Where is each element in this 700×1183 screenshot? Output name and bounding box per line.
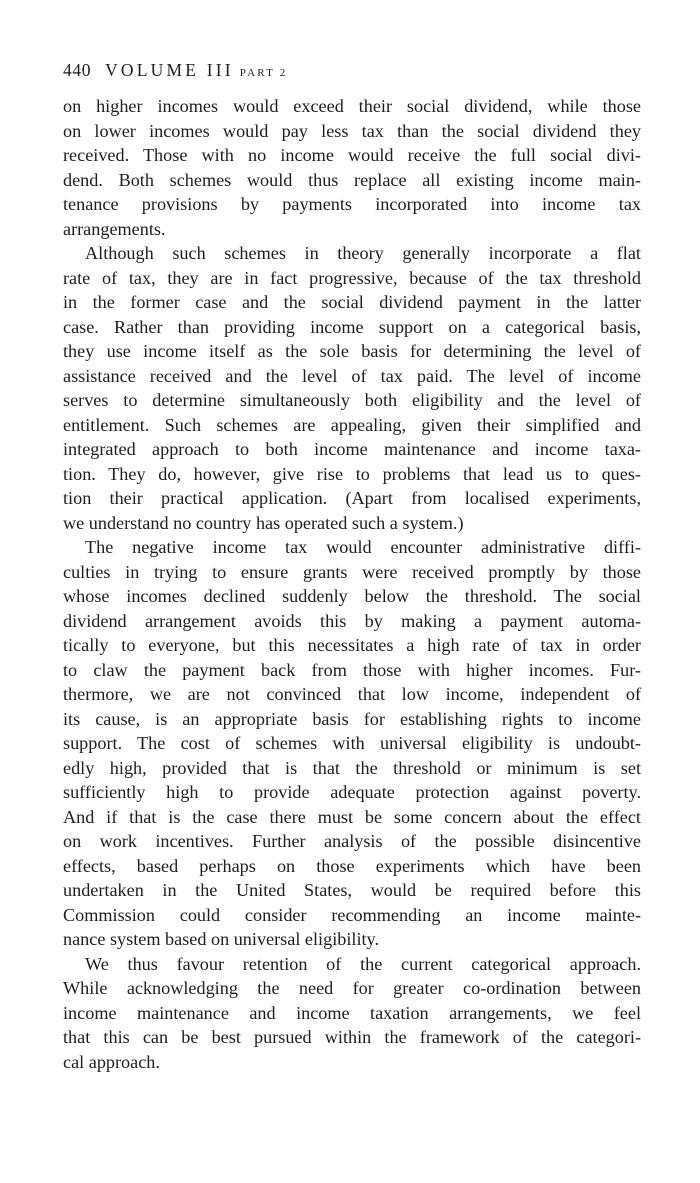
text-line: entitlement. Such schemes are appealing, given their simplified and	[63, 414, 641, 435]
text-line: Although such schemes in theory generally incorporate a flat	[85, 243, 641, 263]
text-line: Commission could consider recommending an income mainte-	[63, 904, 641, 925]
paragraph	[63, 952, 641, 1075]
paragraph	[63, 241, 641, 535]
text-line: The negative income tax would encounter administrative diffi-	[85, 537, 641, 557]
paragraph	[63, 535, 641, 952]
text-line: cal approach.	[63, 1051, 160, 1072]
text-line: support. The cost of schemes with universal eligibility is undoubt-	[63, 733, 641, 753]
text-line: income maintenance and income taxation arrangements, we feel	[63, 1002, 641, 1023]
part-label: PART 2	[239, 67, 288, 79]
text-line: rate of tax, they are in fact progressive, because of the tax threshold	[63, 267, 641, 288]
text-line: tion. They do, however, give rise to problems that lead us to ques-	[63, 463, 641, 484]
text-line: While acknowledging the need for greater co-ordination between	[63, 978, 641, 998]
text-line: in the former case and the social dividend payment in the latter	[63, 292, 641, 312]
page-number: 440	[63, 60, 92, 80]
text-line: we understand no country has operated such a system.)	[63, 512, 464, 533]
paragraph	[63, 94, 641, 241]
text-line: tion their practical application. (Apart from localised experiments,	[63, 488, 641, 508]
text-line: tically to everyone, but this necessitates a high rate of tax in order	[63, 635, 641, 655]
text-line: whose incomes declined suddenly below the threshold. The social	[63, 586, 641, 606]
text-line: And if that is the case there must be some concern about the effect	[63, 806, 641, 827]
text-line: sufficiently high to provide adequate protection against poverty.	[63, 782, 641, 802]
text-line: nance system based on universal eligibility.	[63, 929, 380, 949]
text-line: edly high, provided that is that the threshold or minimum is set	[63, 757, 641, 778]
body-text	[63, 94, 641, 1074]
text-line: case. Rather than providing income support on a categorical basis,	[63, 316, 641, 337]
text-line: integrated approach to both income maintenance and income taxa-	[63, 439, 641, 459]
text-line: on lower incomes would pay less tax than the social dividend they	[63, 120, 641, 141]
text-line: to claw the payment back from those with higher incomes. Fur-	[63, 659, 641, 680]
text-line: tenance provisions by payments incorporated into income tax	[63, 194, 641, 214]
text-line: that this can be best pursued within the framework of the categori-	[63, 1027, 641, 1047]
text-line: dividend arrangement avoids this by making a payment automa-	[63, 610, 641, 631]
running-head	[63, 60, 287, 81]
text-line: serves to determine simultaneously both eligibility and the level of	[63, 390, 641, 410]
text-line: culties in trying to ensure grants were received promptly by those	[63, 561, 641, 582]
text-line: thermore, we are not convinced that low income, independent of	[63, 684, 641, 704]
text-line: effects, based perhaps on those experiments which have been	[63, 855, 641, 876]
text-line: We thus favour retention of the current categorical approach.	[85, 953, 641, 974]
text-line: its cause, is an appropriate basis for establishing rights to income	[63, 708, 641, 729]
text-line: arrangements.	[63, 218, 166, 239]
text-line: assistance received and the level of tax paid. The level of income	[63, 365, 641, 386]
text-line: received. Those with no income would receive the full social divi-	[63, 145, 641, 165]
volume-label: VOLUME III	[105, 60, 234, 80]
text-line: on higher incomes would exceed their social dividend, while those	[63, 96, 641, 116]
text-line: they use income itself as the sole basis for determining the level of	[63, 341, 641, 361]
text-line: undertaken in the United States, would be required before this	[63, 880, 641, 900]
text-line: dend. Both schemes would thus replace all existing income main-	[63, 169, 641, 190]
text-line: on work incentives. Further analysis of the possible disincentive	[63, 831, 641, 851]
